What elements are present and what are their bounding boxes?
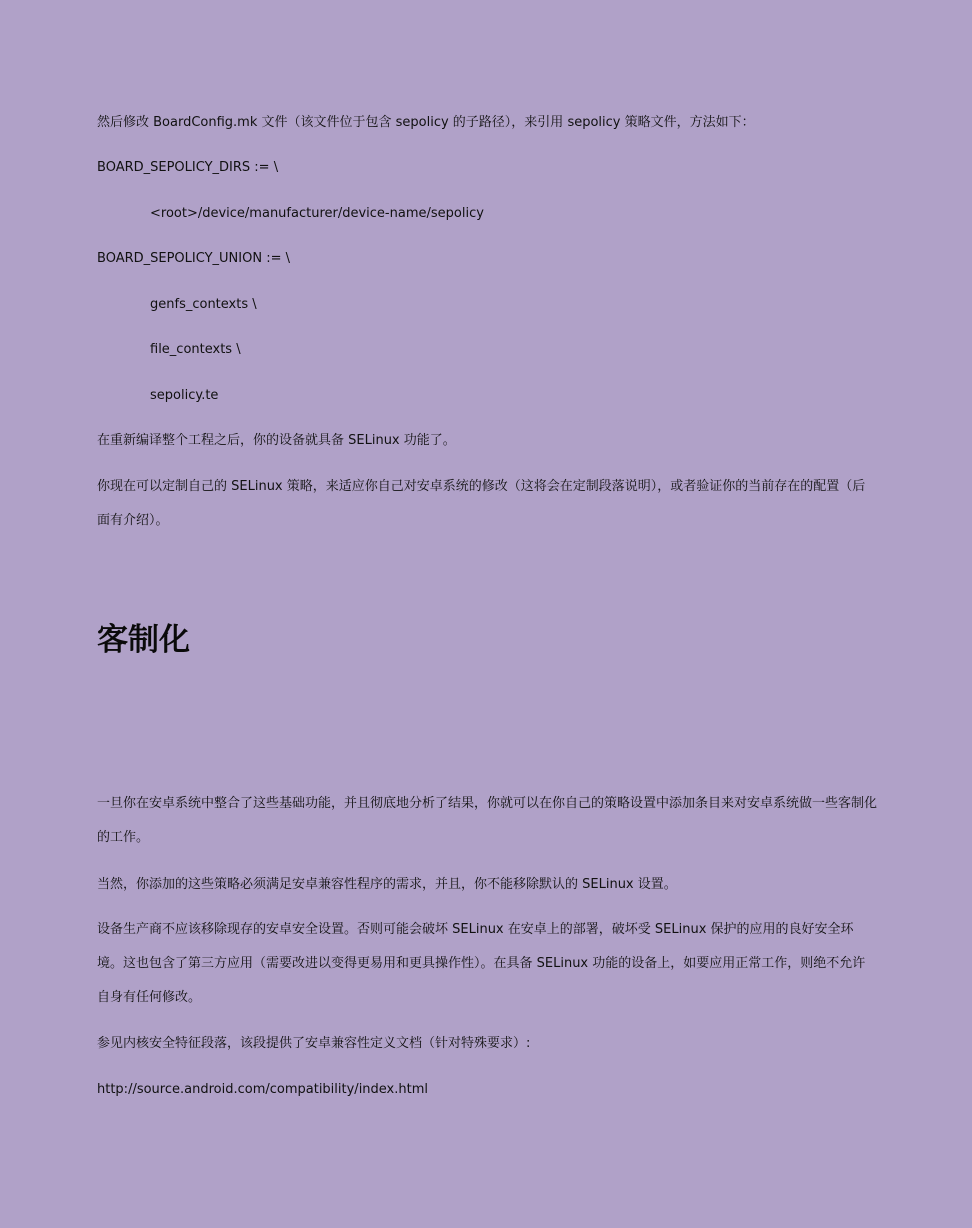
code-dirs-path: <root>/device/manufacturer/device-name/sepolicy bbox=[150, 206, 484, 221]
section-paragraph-4: 参见内核安全特征段落，该段提供了安卓兼容性定义文档（针对特殊要求）: bbox=[97, 1036, 531, 1051]
after-build-text: 在重新编译整个工程之后，你的设备就具备 SELinux 功能了。 bbox=[97, 433, 456, 448]
intro-text: 然后修改 BoardConfig.mk 文件（该文件位于包含 sepolicy 的子路径），来引用 sepolicy 策略文件，方法如下： bbox=[97, 115, 755, 130]
code-union-item: file_contexts \ bbox=[150, 342, 241, 357]
section-heading: 客制化 bbox=[97, 622, 190, 658]
compatibility-link[interactable]: http://source.android.com/compatibility/index.html bbox=[97, 1082, 428, 1097]
code-dirs-line: BOARD_SEPOLICY_DIRS := \ bbox=[97, 160, 279, 175]
section-paragraph-2: 当然，你添加的这些策略必须满足安卓兼容性程序的需求，并且，你不能移除默认的 SELinux 设置。 bbox=[97, 877, 677, 892]
code-union-item: sepolicy.te bbox=[150, 388, 219, 403]
customize-note-paragraph: 你现在可以定制自己的 SELinux 策略，来适应你自己对安卓系统的修改（这将会在定制段落说明），或者验证你的当前存在的配置（后面有介绍）。 bbox=[97, 479, 866, 528]
code-union-item: genfs_contexts \ bbox=[150, 297, 257, 312]
section-paragraph-1: 一旦你在安卓系统中整合了这些基础功能，并且彻底地分析了结果，你就可以在你自己的策略设置中添加条目来对安卓系统做一些客制化的工作。 bbox=[97, 796, 878, 845]
code-union-line: BOARD_SEPOLICY_UNION := \ bbox=[97, 251, 290, 266]
section-paragraph-3: 设备生产商不应该移除现存的安卓安全设置。否则可能会破坏 SELinux 在安卓上的部署，破坏受 SELinux 保护的应用的良好安全环境。这也包含了第三方应用（需要改进以变得更易用和更具操作性）。在具备 SELinux 功能的设备上，如要应用正常工作，则绝不允许自身有任何修改。 bbox=[97, 922, 866, 1005]
